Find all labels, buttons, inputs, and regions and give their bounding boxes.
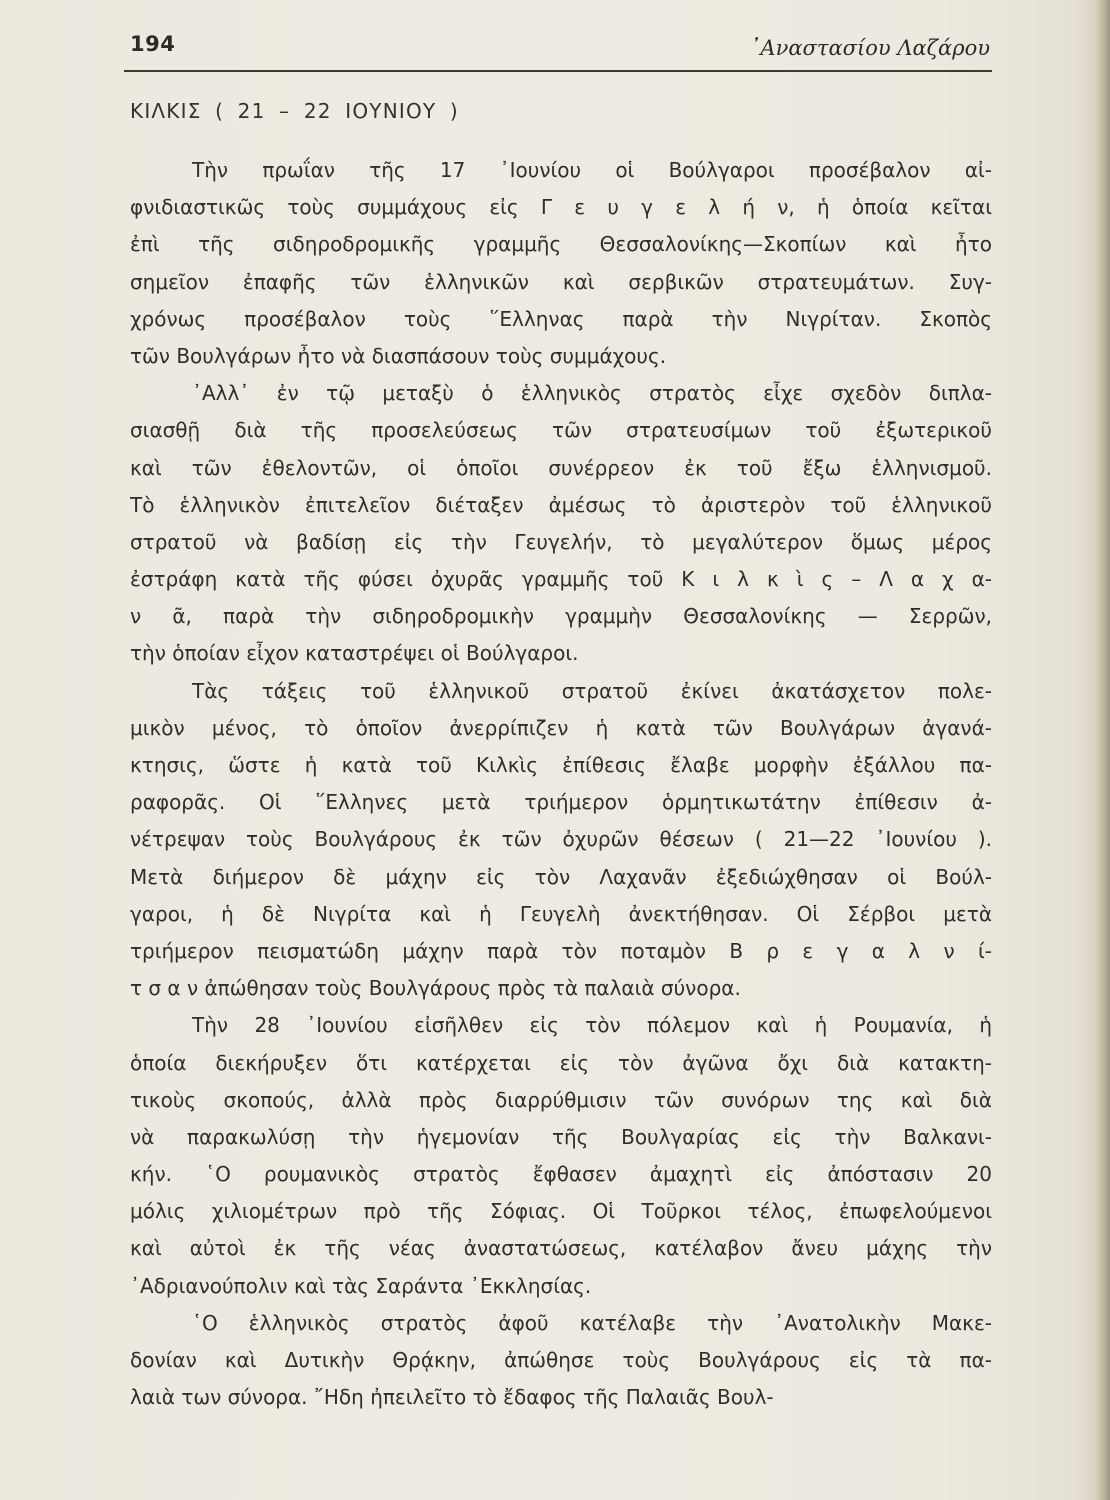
- page-header: [124, 30, 992, 72]
- paragraph: [130, 375, 992, 673]
- text-line: τ σ α ν ἀπώθησαν τοὺς Βουλγάρους πρὸς τὰ παλαιὰ σύνορα.: [130, 976, 741, 1001]
- paragraph: [130, 1305, 992, 1417]
- text-line: ὁποία διεκήρυξεν ὅτι κατέρχεται εἰς τὸν ἀγῶνα ὄχι διὰ κατακτη-: [130, 1050, 992, 1075]
- text-line: ᾿Αδριανούπολιν καὶ τὰς Σαράντα ᾿Εκκλησίας.: [130, 1273, 592, 1298]
- text-line: Τὴν πρωΐαν τῆς 17 ᾿Ιουνίου οἱ Βούλγαροι προσέβαλον αἰ-: [192, 158, 992, 182]
- text-line: ραφορᾶς. Οἱ ῞Ελληνες μετὰ τριήμερον ὁρμητικωτάτην ἐπίθεσιν ἀ-: [130, 790, 992, 815]
- text-line: γαροι, ἡ δὲ Νιγρίτα καὶ ἡ Γευγελὴ ἀνεκτήθησαν. Οἱ Σέρβοι μετὰ: [130, 901, 992, 926]
- text-line: τριήμερον πεισματώδη μάχην παρὰ τὸν ποταμὸν Β ρ ε γ α λ ν ί-: [130, 938, 992, 963]
- text-line: ν ᾶ, παρὰ τὴν σιδηροδρομικὴν γραμμὴν Θεσσαλονίκης — Σερρῶν,: [130, 604, 992, 629]
- text-line: ᾿Αλλ᾿ ἐν τῷ μεταξὺ ὁ ἑλληνικὸς στρατὸς εἶχε σχεδὸν διπλα-: [192, 381, 992, 406]
- text-line: σημεῖον ἐπαφῆς τῶν ἑλληνικῶν καὶ σερβικῶν στρατευμάτων. Συγ-: [130, 269, 992, 294]
- text-line: τὴν ὁποίαν εἶχον καταστρέψει οἱ Βούλγαροι.: [130, 641, 579, 666]
- text-line: νέτρεψαν τοὺς Βουλγάρους ἐκ τῶν ὀχυρῶν θέσεων ( 21—22 ᾿Ιουνίου ).: [130, 827, 992, 852]
- text-line: τῶν Βουλγάρων ἦτο νὰ διασπάσουν τοὺς συμμάχους.: [130, 343, 667, 368]
- text-line: Μετὰ διήμερον δὲ μάχην εἰς τὸν Λαχανᾶν ἐξεδιώχθησαν οἱ Βούλ-: [130, 864, 992, 889]
- text-line: Τὴν 28 ᾿Ιουνίου εἰσῆλθεν εἰς τὸν πόλεμον καὶ ἡ Ρουμανία, ἡ: [192, 1013, 992, 1038]
- text-line: μικὸν μένος, τὸ ὁποῖον ἀνερρίπιζεν ἡ κατὰ τῶν Βουλγάρων ἀγανά-: [130, 715, 992, 740]
- text-line: ἐστράφη κατὰ τῆς φύσει ὀχυρᾶς γραμμῆς τοῦ Κ ι λ κ ὶ ς – Λ α χ α-: [130, 567, 992, 592]
- text-line: Τὰς τάξεις τοῦ ἑλληνικοῦ στρατοῦ ἐκίνει ἀκατάσχετον πολε-: [192, 678, 992, 703]
- text-line: κτησις, ὥστε ἡ κατὰ τοῦ Κιλκὶς ἐπίθεσις ἔλαβε μορφὴν ἐξάλλου πα-: [130, 753, 992, 777]
- paragraph: [130, 673, 992, 1008]
- paragraph: [130, 1007, 992, 1305]
- page-number: 194: [130, 32, 176, 56]
- text-line: κήν. ῾Ο ρουμανικὸς στρατὸς ἔφθασεν ἀμαχητὶ εἰς ἀπόστασιν 20: [130, 1162, 992, 1187]
- text-line: δονίαν καὶ Δυτικὴν Θρᾴκην, ἀπώθησε τοὺς Βουλγάρους εἰς τὰ πα-: [130, 1348, 992, 1372]
- text-line: μόλις χιλιομέτρων πρὸ τῆς Σόφιας. Οἱ Τοῦρκοι τέλος, ἐπωφελούμενοι: [130, 1199, 992, 1224]
- text-line: λαιὰ των σύνορα. ῎Ηδη ἠπειλεῖτο τὸ ἔδαφος τῆς Παλαιᾶς Βουλ-: [130, 1385, 774, 1410]
- text-line: φνιδιαστικῶς τοὺς συμμάχους εἰς Γ ε υ γ ε λ ή ν, ἡ ὁποία κεῖται: [130, 195, 992, 220]
- section-heading: ΚΙΛΚΙΣ ( 21 – 22 ΙΟΥΝΙΟΥ ): [130, 99, 459, 123]
- body-text: [130, 152, 992, 1416]
- text-line: ἐπὶ τῆς σιδηροδρομικῆς γραμμῆς Θεσσαλονίκης—Σκοπίων καὶ ἦτο: [130, 232, 992, 257]
- text-line: νὰ παρακωλύσῃ τὴν ἡγεμονίαν τῆς Βουλγαρίας εἰς τὴν Βαλκανι-: [130, 1124, 992, 1149]
- text-line: τικοὺς σκοπούς, ἀλλὰ πρὸς διαρρύθμισιν τῶν συνόρων της καὶ διὰ: [130, 1087, 992, 1112]
- running-head: ᾿Αναστασίου Λαζάρου: [749, 36, 990, 60]
- paragraph: [130, 152, 992, 375]
- text-line: στρατοῦ νὰ βαδίσῃ εἰς τὴν Γευγελήν, τὸ μεγαλύτερον ὅμως μέρος: [130, 529, 992, 554]
- text-line: χρόνως προσέβαλον τοὺς ῞Ελληνας παρὰ τὴν Νιγρίταν. Σκοπὸς: [130, 306, 992, 331]
- text-line: καὶ αὐτοὶ ἐκ τῆς νέας ἀναστατώσεως, κατέλαβον ἄνευ μάχης τὴν: [130, 1236, 992, 1261]
- text-line: ῾Ο ἑλληνικὸς στρατὸς ἀφοῦ κατέλαβε τὴν ᾿Ανατολικὴν Μακε-: [192, 1310, 992, 1335]
- text-line: καὶ τῶν ἐθελοντῶν, οἱ ὁποῖοι συνέρρεον ἐκ τοῦ ἔξω ἑλληνισμοῦ.: [130, 455, 992, 480]
- page-edge-shadow: [1096, 0, 1110, 1500]
- text-line: Τὸ ἑλληνικὸν ἐπιτελεῖον διέταξεν ἀμέσως τὸ ἀριστερὸν τοῦ ἑλληνικοῦ: [130, 492, 992, 517]
- text-line: σιασθῇ διὰ τῆς προσελεύσεως τῶν στρατευσίμων τοῦ ἐξωτερικοῦ: [130, 418, 992, 443]
